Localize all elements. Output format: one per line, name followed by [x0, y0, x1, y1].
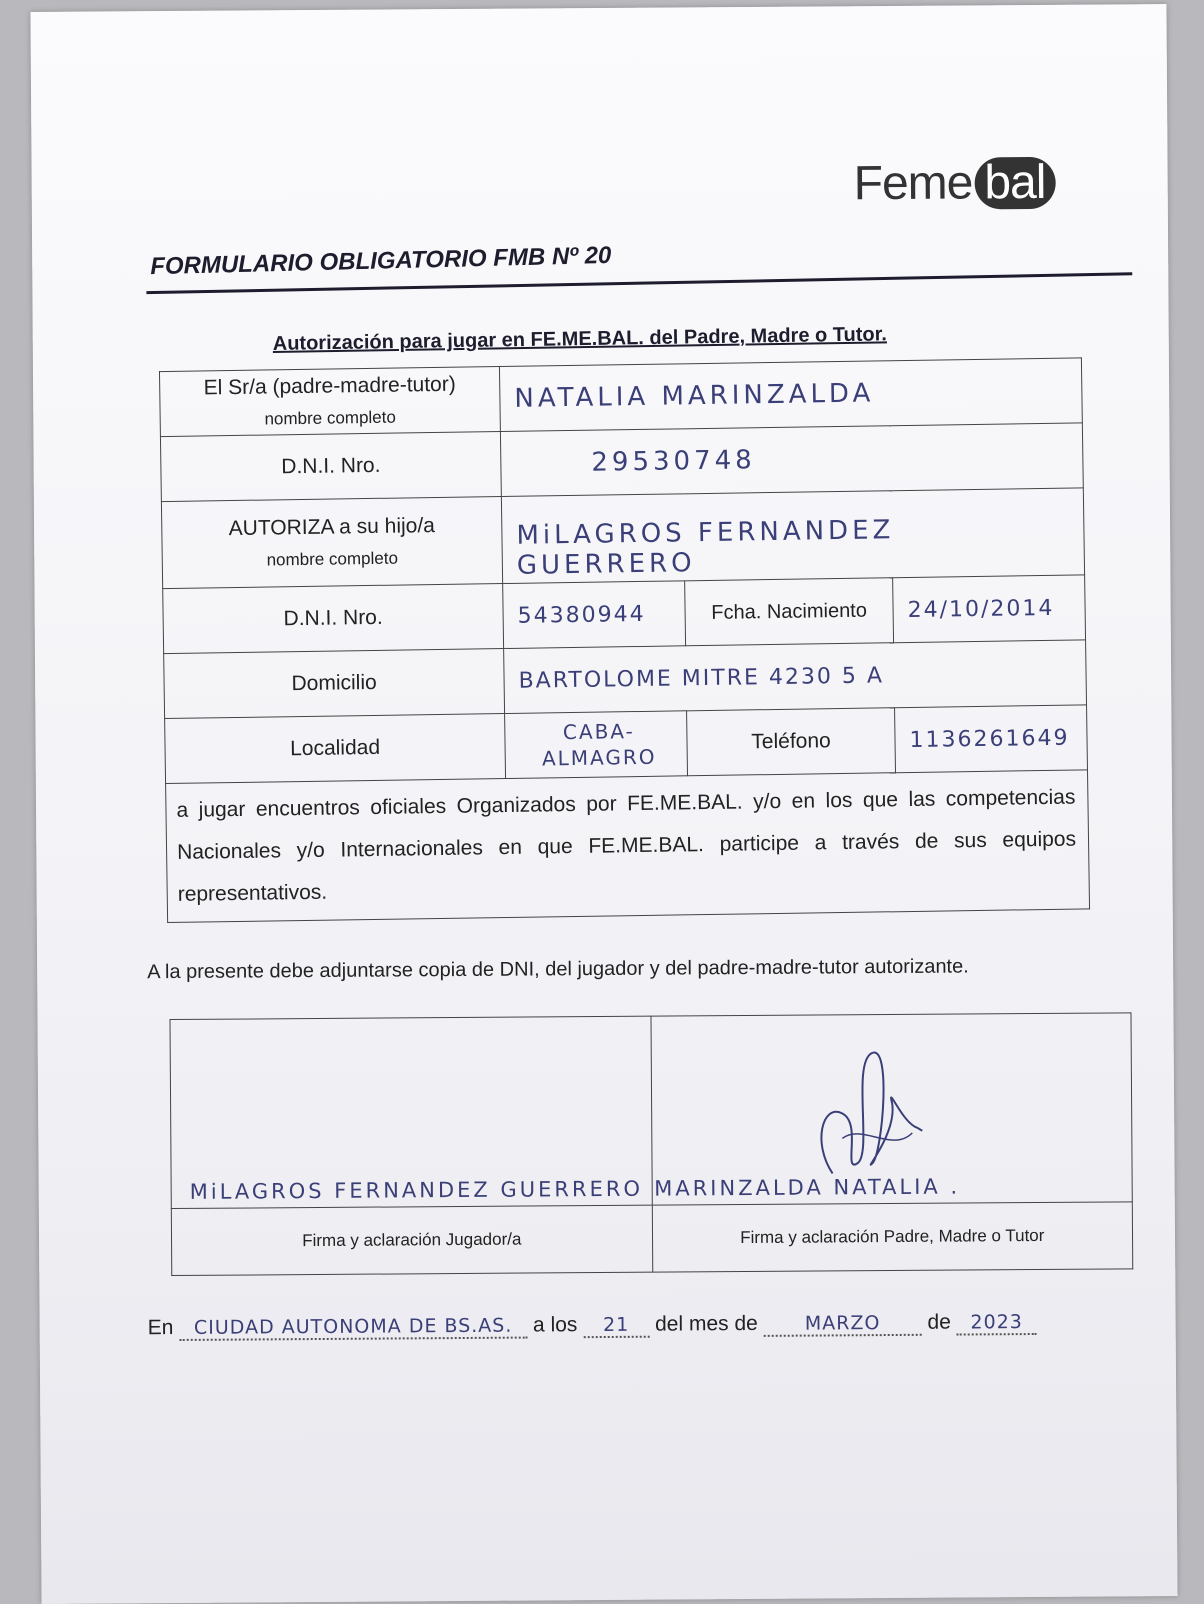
- date-place-line: [148, 1310, 1037, 1341]
- city-label: Localidad: [165, 714, 506, 784]
- document-page: [30, 4, 1177, 1604]
- guardian-signature-icon: [801, 1043, 942, 1194]
- footer-a-los: a los: [532, 1313, 578, 1337]
- clause-row: [166, 770, 1090, 923]
- guardian-label: El Sr/a (padre-madre-tutor): [203, 372, 456, 400]
- player-name-handwritten: MiLAGROS FERNANDEZ GUERRERO: [189, 1176, 644, 1204]
- child-sublabel: nombre completo: [266, 548, 399, 570]
- day-field[interactable]: 21: [583, 1314, 649, 1338]
- month-field[interactable]: MARZO: [764, 1312, 922, 1337]
- player-signature-caption: Firma y aclaración Jugador/a: [171, 1205, 652, 1275]
- player-signature-box[interactable]: [170, 1016, 652, 1208]
- guardian-name-handwritten: MARINZALDA NATALIA .: [654, 1174, 961, 1201]
- logo-text-left: Feme: [853, 156, 973, 211]
- guardian-dni-label: D.N.I. Nro.: [160, 432, 501, 502]
- guardian-signature-box[interactable]: [650, 1013, 1132, 1205]
- footer-de: de: [927, 1310, 951, 1334]
- signature-table: [169, 1012, 1133, 1276]
- child-label: AUTORIZA a su hijo/a: [228, 514, 436, 541]
- attachment-note: A la presente debe adjuntarse copia de DNI, del jugador y del padre-madre-tutor autorizante.: [147, 955, 969, 984]
- phone-field[interactable]: 1136261649: [895, 705, 1088, 773]
- form-title: FORMULARIO OBLIGATORIO FMB Nº 20: [149, 241, 612, 281]
- child-name-row: [161, 488, 1084, 589]
- guardian-name-field[interactable]: NATALIA MARINZALDA: [499, 358, 1082, 432]
- year-field[interactable]: 2023: [957, 1311, 1037, 1336]
- birth-date-label: Fcha. Nacimiento: [685, 578, 894, 646]
- child-label-cell: [161, 497, 502, 589]
- authorization-clause: a jugar encuentros oficiales Organizados por FE.ME.BAL. y/o en los que las competencias Nacionales y/o Internacionales en que FE.ME.BAL. participe a través de sus equipos representativos.: [166, 770, 1090, 923]
- child-dni-field[interactable]: 54380944: [503, 581, 686, 649]
- address-field[interactable]: BARTOLOME MITRE 4230 5 A: [504, 640, 1087, 714]
- authorization-table: [159, 357, 1090, 923]
- city-field[interactable]: CABA-ALMAGRO: [505, 711, 688, 779]
- birth-date-field[interactable]: 24/10/2014: [893, 575, 1086, 643]
- footer-del-mes-de: del mes de: [654, 1311, 758, 1336]
- guardian-signature-caption: Firma y aclaración Padre, Madre o Tutor: [652, 1202, 1133, 1272]
- guardian-sublabel: nombre completo: [264, 407, 396, 429]
- logo-text-right: bal: [974, 157, 1055, 210]
- place-field[interactable]: CIUDAD AUTONOMA DE BS.AS.: [179, 1315, 527, 1341]
- footer-en: En: [147, 1316, 174, 1340]
- guardian-dni-field[interactable]: 29530748: [500, 423, 1083, 497]
- child-name-field[interactable]: MiLAGROS FERNANDEZ GUERRERO: [501, 488, 1084, 584]
- child-dni-label: D.N.I. Nro.: [163, 584, 504, 654]
- femebal-logo: [853, 155, 1055, 211]
- address-label: Domicilio: [164, 649, 505, 719]
- phone-label: Teléfono: [687, 708, 896, 776]
- authorization-subtitle: Autorización para jugar en FE.ME.BAL. del Padre, Madre o Tutor.: [272, 323, 888, 355]
- guardian-label-cell: [159, 367, 500, 437]
